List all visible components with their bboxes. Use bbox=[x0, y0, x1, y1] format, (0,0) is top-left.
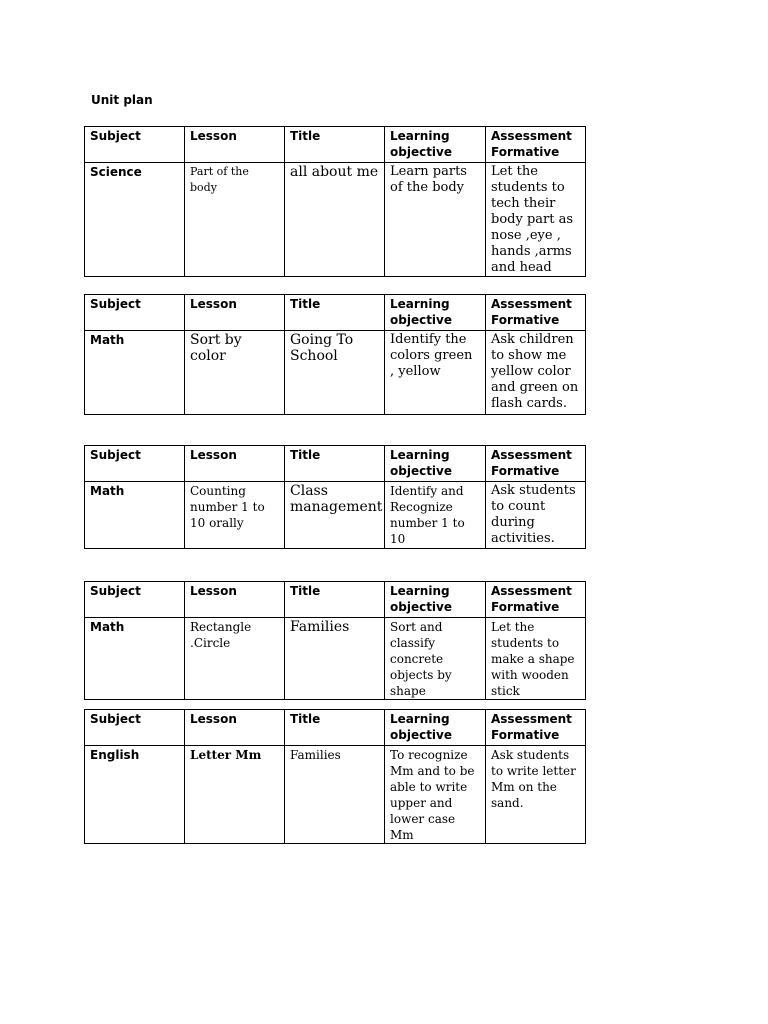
header-lesson: Lesson bbox=[185, 582, 285, 618]
table-row bbox=[85, 746, 586, 844]
unit-plan-table-5 bbox=[84, 709, 586, 844]
lesson-cell: Sort by color bbox=[185, 331, 285, 415]
title-cell: Going To School bbox=[285, 331, 385, 415]
table-row bbox=[85, 482, 586, 549]
header-subject: Subject bbox=[85, 710, 185, 746]
header-lesson: Lesson bbox=[185, 127, 285, 163]
subject-cell: Math bbox=[85, 618, 185, 700]
subject-cell: Math bbox=[85, 331, 185, 415]
header-lesson: Lesson bbox=[185, 710, 285, 746]
lesson-cell: Letter Mm bbox=[185, 746, 285, 844]
table-row bbox=[85, 618, 586, 700]
header-learning-objective: Learning objective bbox=[385, 295, 486, 331]
subject-cell: Science bbox=[85, 163, 185, 277]
header-title: Title bbox=[285, 446, 385, 482]
title-cell: Families bbox=[285, 746, 385, 844]
header-row bbox=[85, 446, 586, 482]
header-learning-objective: Learning objective bbox=[385, 710, 486, 746]
header-assessment-formative: Assessment Formative bbox=[486, 582, 586, 618]
header-subject: Subject bbox=[85, 446, 185, 482]
header-title: Title bbox=[285, 710, 385, 746]
header-assessment-formative: Assessment Formative bbox=[486, 127, 586, 163]
assessment-cell: Ask students to write letter Mm on the sand. bbox=[486, 746, 586, 844]
header-title: Title bbox=[285, 127, 385, 163]
objective-cell: Sort and classify concrete objects by shape bbox=[385, 618, 486, 700]
header-assessment-formative: Assessment Formative bbox=[486, 295, 586, 331]
subject-cell: English bbox=[85, 746, 185, 844]
title-cell: Families bbox=[285, 618, 385, 700]
objective-cell: To recognize Mm and to be able to write upper and lower case Mm bbox=[385, 746, 486, 844]
assessment-cell: Let the students to tech their body part as nose ,eye , hands ,arms and head bbox=[486, 163, 586, 277]
header-title: Title bbox=[285, 295, 385, 331]
header-learning-objective: Learning objective bbox=[385, 127, 486, 163]
header-row bbox=[85, 295, 586, 331]
title-cell: Class management bbox=[285, 482, 385, 549]
assessment-cell: Let the students to make a shape with wooden stick bbox=[486, 618, 586, 700]
header-title: Title bbox=[285, 582, 385, 618]
lesson-cell: Counting number 1 to 10 orally bbox=[185, 482, 285, 549]
lesson-cell: Rectangle .Circle bbox=[185, 618, 285, 700]
objective-cell: Identify and Recognize number 1 to 10 bbox=[385, 482, 486, 549]
table-row bbox=[85, 331, 586, 415]
header-assessment-formative: Assessment Formative bbox=[486, 446, 586, 482]
header-subject: Subject bbox=[85, 582, 185, 618]
title-cell: all about me bbox=[285, 163, 385, 277]
header-row bbox=[85, 582, 586, 618]
header-row bbox=[85, 127, 586, 163]
assessment-cell: Ask children to show me yellow color and green on flash cards. bbox=[486, 331, 586, 415]
header-row bbox=[85, 710, 586, 746]
unit-plan-table-3 bbox=[84, 445, 586, 549]
table-row bbox=[85, 163, 586, 277]
header-lesson: Lesson bbox=[185, 446, 285, 482]
lesson-cell: Part of the body bbox=[185, 163, 285, 277]
objective-cell: Learn parts of the body bbox=[385, 163, 486, 277]
document-title: Unit plan bbox=[91, 93, 153, 107]
header-learning-objective: Learning objective bbox=[385, 582, 486, 618]
header-subject: Subject bbox=[85, 127, 185, 163]
header-lesson: Lesson bbox=[185, 295, 285, 331]
unit-plan-table-4 bbox=[84, 581, 586, 700]
subject-cell: Math bbox=[85, 482, 185, 549]
header-assessment-formative: Assessment Formative bbox=[486, 710, 586, 746]
header-subject: Subject bbox=[85, 295, 185, 331]
unit-plan-table-1 bbox=[84, 126, 586, 277]
assessment-cell: Ask students to count during activities. bbox=[486, 482, 586, 549]
objective-cell: Identify the colors green , yellow bbox=[385, 331, 486, 415]
unit-plan-table-2 bbox=[84, 294, 586, 415]
header-learning-objective: Learning objective bbox=[385, 446, 486, 482]
